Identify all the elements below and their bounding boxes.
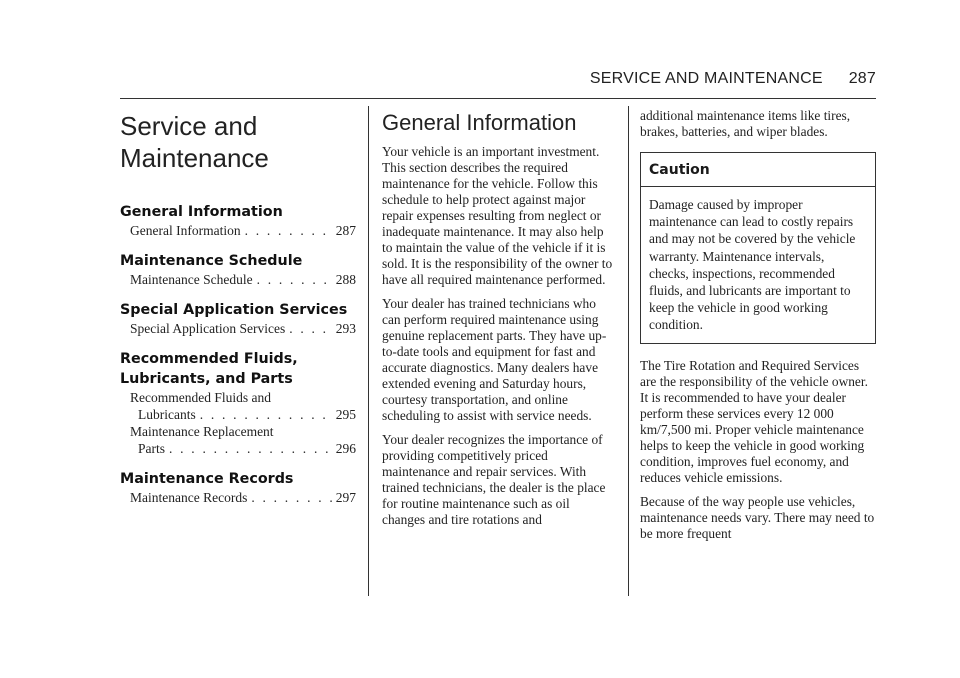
- toc-entry-page: 297: [335, 490, 356, 505]
- toc-heading: Maintenance Schedule: [120, 253, 303, 269]
- column-divider-left: [368, 106, 369, 596]
- toc-heading: General Information: [120, 204, 283, 220]
- toc-leader-dots: [200, 406, 332, 423]
- toc-heading: [120, 349, 356, 389]
- chapter-title-line1: Service and: [120, 111, 258, 141]
- toc-entry-continuation: [130, 440, 356, 457]
- toc-entry-general-information[interactable]: [120, 222, 356, 239]
- caution-box: [640, 152, 876, 344]
- caution-title: Caution: [641, 153, 875, 187]
- toc-leader-dots: [257, 271, 332, 288]
- paragraph: Your dealer recognizes the importance of providing competitively priced maintenance and repair services. With trained technicians, the dealer is the place for routine maintenance such as oil changes and tire rotations and: [382, 432, 606, 527]
- toc-entry-continuation: [130, 406, 356, 423]
- toc-entry-page: 288: [335, 272, 356, 287]
- toc-heading-line1: Recommended Fluids,: [120, 351, 298, 367]
- chapter-title-line2: Maintenance: [120, 143, 269, 173]
- chapter-toc-column: [120, 108, 356, 506]
- toc-section-maintenance-schedule: [120, 251, 356, 288]
- paragraph: Your vehicle is an important investment. This section describes the required maintenance for the vehicle. Follow this schedule to help protect against major repair expenses resulting from neglect or inadequate maintenance. It may also help to maintain the value of the vehicle if it is sold. It is the responsibility of the owner to have all required maintenance performed.: [382, 144, 613, 287]
- continued-text-column: [640, 108, 876, 550]
- chapter-title: [120, 110, 356, 174]
- toc-entry-page: 287: [335, 223, 356, 238]
- paragraph: Because of the way people use vehicles, maintenance needs vary. There may need to be more frequent: [640, 493, 875, 541]
- toc-entry-page: 296: [335, 441, 356, 456]
- toc-leader-dots: [251, 489, 331, 506]
- chapter-name: SERVICE AND MAINTENANCE: [589, 70, 823, 87]
- toc-entry-recommended-fluids[interactable]: [120, 389, 356, 423]
- toc-heading: Special Application Services: [120, 302, 348, 318]
- toc-entry-label-line2: Lubricants: [138, 407, 196, 422]
- toc-entry-label: General Information: [130, 223, 241, 238]
- toc-entry-special-application-services[interactable]: [120, 320, 356, 337]
- toc-section-special-application-services: [120, 300, 356, 337]
- general-information-column: [382, 108, 614, 536]
- paragraph: The Tire Rotation and Required Services are the responsibility of the vehicle owner. It is recommended to have your dealer perform these services every 12 000 km/7,500 mi. Proper vehicle maintenance helps to keep the vehicle in good working condition, improves fuel economy, and reduces vehicle emissions.: [640, 357, 868, 485]
- column-divider-right: [628, 106, 629, 596]
- section-title: General Information: [382, 110, 577, 135]
- paragraph: Your dealer has trained technicians who can perform required maintenance using genuine replacement parts. They have up-to-date tools and equipment for fast and accurate diagnostics. Many dealers have extended evening and Saturday hours, courtesy transportation, and online scheduling to assist with service needs.: [382, 296, 607, 423]
- toc-section-recommended-fluids: [120, 349, 356, 457]
- toc-entry-label: Maintenance Records: [130, 490, 248, 505]
- caution-body: Damage caused by improper maintenance can lead to costly repairs and may not be covered by the vehicle warranty. Maintenance intervals, checks, inspections, recommended fluids, and lubricants are important to keep the vehicle in good working condition.: [649, 197, 856, 333]
- toc-heading-line2: Lubricants, and Parts: [120, 371, 293, 387]
- header-rule: [120, 98, 876, 99]
- toc-leader-dots: [245, 222, 332, 239]
- toc-entry-label-line1: Recommended Fluids and: [130, 390, 271, 405]
- toc-entry-label-line1: Maintenance Replacement: [130, 424, 274, 439]
- toc-entry-maintenance-records[interactable]: [120, 489, 356, 506]
- paragraph-continued: additional maintenance items like tires, brakes, batteries, and wiper blades.: [640, 108, 851, 139]
- toc-leader-dots: [289, 320, 332, 337]
- toc-leader-dots: [169, 440, 332, 457]
- page-number: 287: [848, 70, 876, 87]
- toc-section-maintenance-records: [120, 469, 356, 506]
- toc-entry-label-line2: Parts: [138, 441, 165, 456]
- running-header: [590, 70, 876, 88]
- toc-entry-page: 293: [335, 321, 356, 336]
- toc-entry-maintenance-schedule[interactable]: [120, 271, 356, 288]
- toc-entry-page: 295: [335, 407, 356, 422]
- toc-entry-label: Special Application Services: [130, 321, 286, 336]
- toc-entry-maintenance-replacement-parts[interactable]: [120, 423, 356, 457]
- toc-section-general-information: [120, 202, 356, 239]
- toc-entry-label: Maintenance Schedule: [130, 272, 253, 287]
- toc-heading: Maintenance Records: [120, 471, 294, 487]
